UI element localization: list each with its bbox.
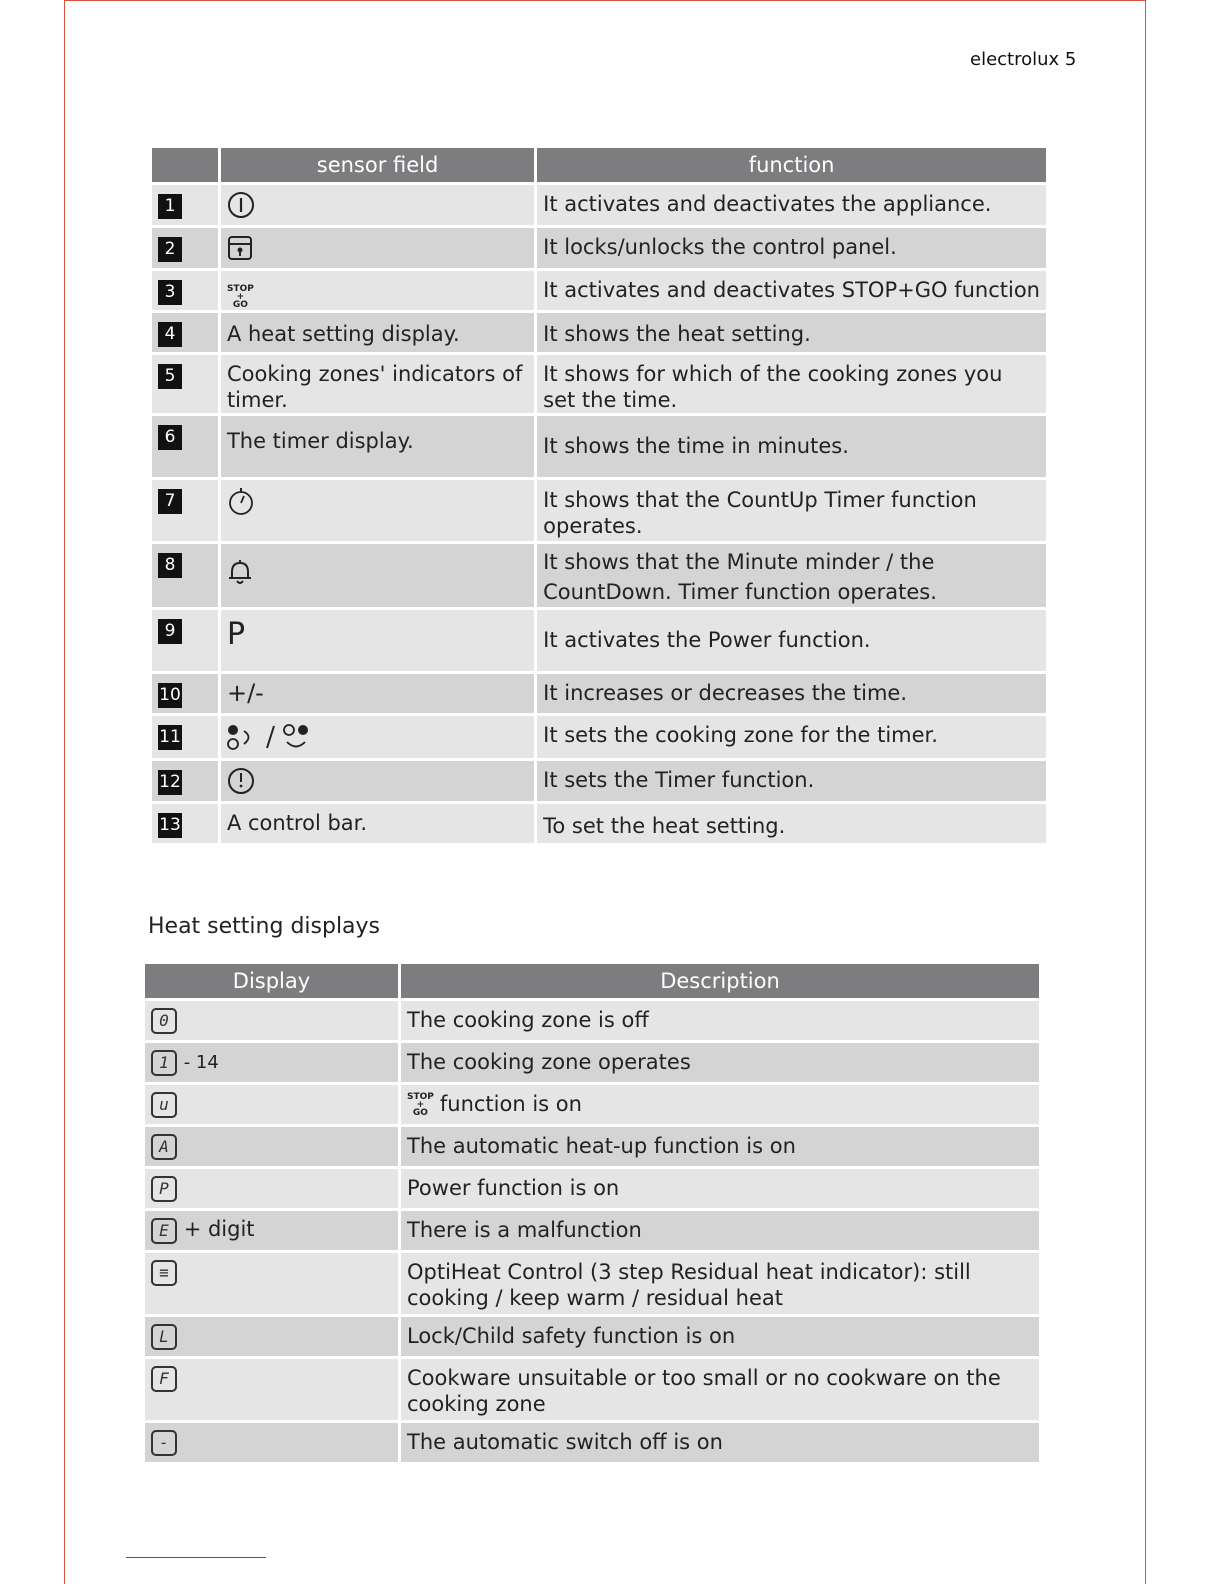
display-extra: + digit bbox=[183, 1217, 255, 1241]
display-glyph: - bbox=[151, 1430, 177, 1456]
description-text: Lock/Child safety function is on bbox=[401, 1317, 1039, 1356]
stopwatch-icon bbox=[227, 486, 255, 522]
section-heading: Heat setting displays bbox=[148, 914, 381, 939]
display-glyph: L bbox=[151, 1324, 177, 1350]
table-row bbox=[152, 228, 1046, 268]
description-text: function is on bbox=[439, 1092, 582, 1116]
header-display: Display bbox=[145, 964, 398, 998]
table-row bbox=[152, 804, 1046, 843]
header-blank bbox=[152, 148, 218, 182]
header-sensor: sensor field bbox=[221, 148, 534, 182]
page-header: electrolux 5 bbox=[970, 49, 1077, 70]
sensor-table bbox=[149, 145, 1049, 846]
table-row bbox=[145, 1127, 1039, 1166]
lock-icon bbox=[227, 234, 253, 268]
table-row bbox=[145, 1169, 1039, 1208]
row-number: 7 bbox=[158, 489, 182, 514]
sensor-table-header bbox=[152, 148, 1046, 182]
heat-table-header bbox=[145, 964, 1039, 998]
table-row bbox=[145, 1043, 1039, 1082]
table-row bbox=[152, 544, 1046, 607]
table-row bbox=[145, 1085, 1039, 1124]
row-number: 2 bbox=[158, 237, 182, 262]
function-text: It sets the cooking zone for the timer. bbox=[537, 716, 1046, 758]
description-text: Power function is on bbox=[401, 1169, 1039, 1208]
sensor-text: A control bar. bbox=[221, 804, 534, 843]
row-number: 10 bbox=[158, 683, 182, 708]
header-function: function bbox=[537, 148, 1046, 182]
sensor-text: +/- bbox=[221, 674, 534, 713]
bell-icon bbox=[227, 558, 253, 592]
stop-go-icon: STOP + GO bbox=[226, 284, 254, 310]
row-number: 4 bbox=[158, 322, 182, 347]
table-row bbox=[152, 355, 1046, 413]
footnote-rule bbox=[126, 1557, 266, 1558]
function-text: It sets the Timer function. bbox=[537, 761, 1046, 801]
description-text: OptiHeat Control (3 step Residual heat indicator): still cooking / keep warm / residual heat bbox=[401, 1253, 1039, 1314]
function-text: It shows the time in minutes. bbox=[537, 416, 1046, 477]
display-glyph: F bbox=[151, 1366, 177, 1392]
row-number: 9 bbox=[158, 619, 182, 644]
description-text: The cooking zone operates bbox=[401, 1043, 1039, 1082]
row-number: 8 bbox=[158, 553, 182, 578]
function-text: It increases or decreases the time. bbox=[537, 674, 1046, 713]
display-glyph: u bbox=[151, 1092, 177, 1118]
row-number: 6 bbox=[158, 425, 182, 450]
heat-display-table bbox=[142, 961, 1042, 1465]
table-row bbox=[145, 1423, 1039, 1462]
table-row bbox=[152, 271, 1046, 310]
description-text: The cooking zone is off bbox=[401, 1001, 1039, 1040]
function-text: It shows for which of the cooking zones you set the time. bbox=[537, 355, 1046, 413]
table-row bbox=[152, 674, 1046, 713]
table-row bbox=[145, 1253, 1039, 1314]
table-row bbox=[145, 1317, 1039, 1356]
table-row bbox=[152, 416, 1046, 477]
function-text: It activates the Power function. bbox=[537, 610, 1046, 671]
description-text: The automatic heat-up function is on bbox=[401, 1127, 1039, 1166]
table-row bbox=[152, 313, 1046, 352]
table-row bbox=[152, 480, 1046, 541]
description-text: There is a malfunction bbox=[401, 1211, 1039, 1250]
display-glyph: ≡ bbox=[151, 1260, 177, 1286]
display-glyph: 0 bbox=[151, 1008, 177, 1034]
table-row bbox=[152, 716, 1046, 758]
function-text: To set the heat setting. bbox=[537, 804, 1046, 843]
table-row bbox=[152, 185, 1046, 225]
zone-select-icon bbox=[227, 722, 317, 758]
sensor-text: P bbox=[221, 610, 534, 671]
row-number: 12 bbox=[158, 770, 182, 795]
row-number: 13 bbox=[158, 813, 182, 838]
function-text: It activates and deactivates STOP+GO function bbox=[537, 271, 1046, 310]
description-text: Cookware unsuitable or too small or no cookware on the cooking zone bbox=[401, 1359, 1039, 1420]
description-cell bbox=[401, 1085, 1039, 1124]
sensor-text: Cooking zones' indicators of timer. bbox=[221, 355, 534, 413]
sensor-text: A heat setting display. bbox=[221, 313, 534, 352]
function-text: It shows the heat setting. bbox=[537, 313, 1046, 352]
row-number: 5 bbox=[158, 364, 182, 389]
display-glyph: A bbox=[151, 1134, 177, 1160]
sensor-text: The timer display. bbox=[221, 416, 534, 477]
function-text: It locks/unlocks the control panel. bbox=[537, 228, 1046, 268]
timer-icon bbox=[227, 767, 255, 801]
display-glyph: P bbox=[151, 1176, 177, 1202]
row-number: 11 bbox=[158, 725, 182, 750]
table-row bbox=[145, 1211, 1039, 1250]
table-row bbox=[152, 610, 1046, 671]
function-text: It activates and deactivates the appliance. bbox=[537, 185, 1046, 225]
table-row bbox=[145, 1359, 1039, 1420]
table-row bbox=[145, 1001, 1039, 1040]
table-row bbox=[152, 761, 1046, 801]
row-number: 3 bbox=[158, 280, 182, 305]
display-glyph: E bbox=[151, 1218, 177, 1244]
description-text: The automatic switch off is on bbox=[401, 1423, 1039, 1462]
function-text: It shows that the CountUp Timer function operates. bbox=[537, 480, 1046, 541]
header-description: Description bbox=[401, 964, 1039, 998]
power-icon bbox=[227, 191, 255, 225]
display-extra: - 14 bbox=[183, 1052, 219, 1073]
row-number: 1 bbox=[158, 194, 182, 219]
function-text: It shows that the Minute minder / the CountDown. Timer function operates. bbox=[537, 544, 1046, 607]
stop-go-icon: STOP + GO bbox=[407, 1092, 434, 1118]
display-glyph: 1 bbox=[151, 1050, 177, 1076]
